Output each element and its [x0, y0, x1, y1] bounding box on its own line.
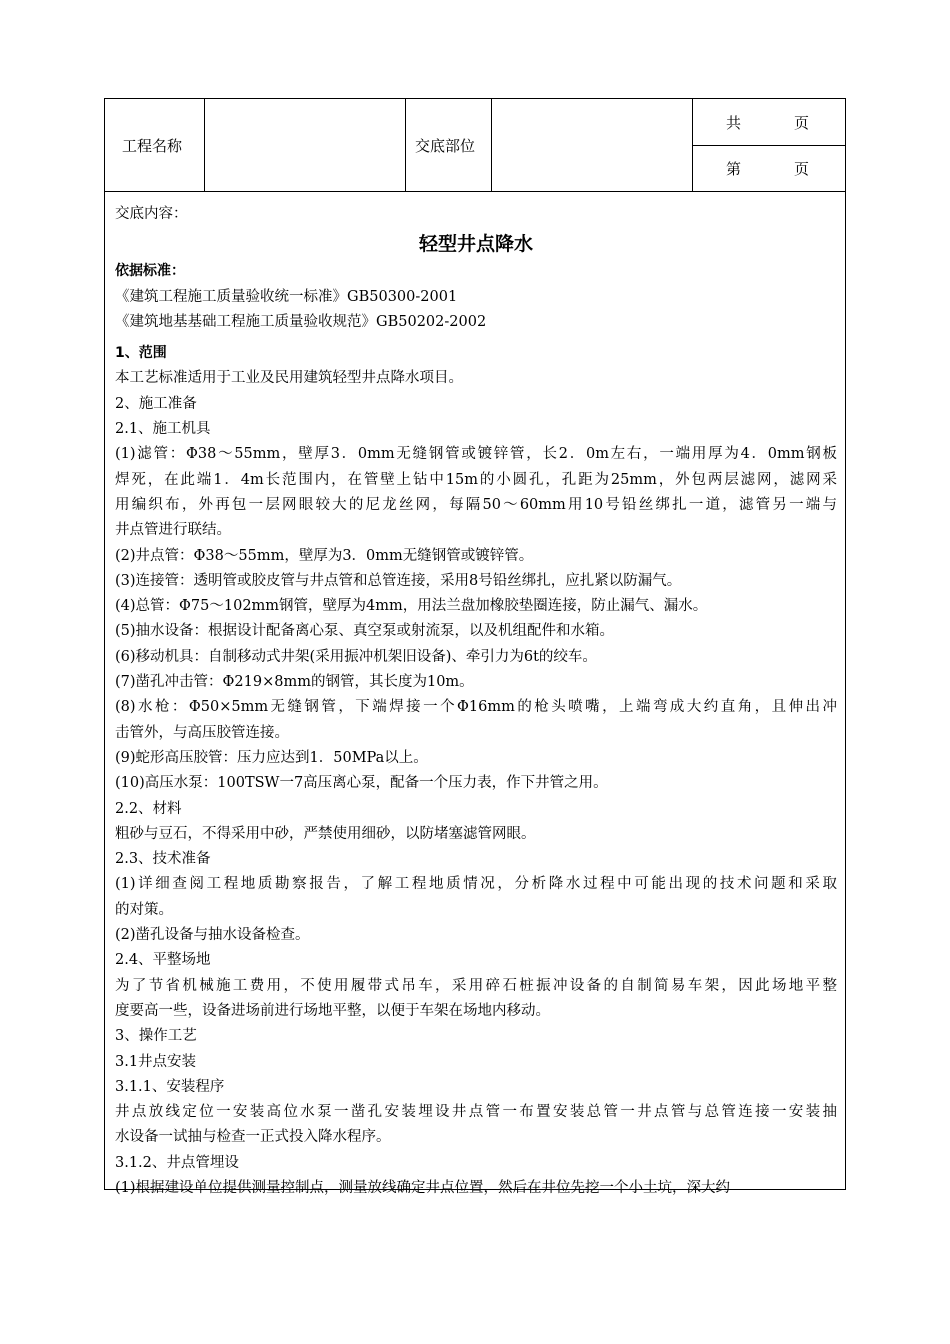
body-lines — [115, 366, 837, 1201]
body-line: 2、施工准备 — [115, 395, 197, 412]
body-line: (2)凿孔设备与抽水设备检查。 — [115, 927, 310, 944]
body-line: 用编织布，外再包一层网眼较大的尼龙丝网，每隔50～60mm用10号铅丝绑扎一道，滤管另一端与 — [115, 496, 837, 513]
body-line: 本工艺标准适用于工业及民用建筑轻型井点降水项目。 — [115, 370, 463, 387]
total-pages-label: 共 — [726, 114, 742, 132]
body-line: 击管外，与高压胶管连接。 — [115, 724, 289, 741]
body-line: 井点放线定位一安装高位水泵一凿孔安装埋设井点管一布置安装总管一井点管与总管连接一安装抽 — [115, 1104, 837, 1121]
body-line: 2.4、平整场地 — [115, 952, 211, 969]
body-line: (1)详细查阅工程地质勘察报告，了解工程地质情况，分析降水过程中可能出现的技术问题和采取 — [115, 876, 837, 893]
body-line: 焊死，在此端1．4m长范围内，在管壁上钻中15m的小圆孔，孔距为25mm，外包两层滤网，滤网采 — [115, 471, 837, 488]
body-line: 3.1井点安装 — [115, 1053, 197, 1070]
body-line: (1)根据建设单位提供测量控制点，测量放线确定井点位置，然后在井位先挖一个小土坑，深大约 — [115, 1179, 731, 1196]
body-line: (10)高压水泵：100TSW一7高压离心泵，配备一个压力表，作下井管之用。 — [115, 775, 608, 792]
body-line: 3.1.1、安装程序 — [115, 1078, 225, 1095]
body-line: (3)连接管：透明管或胶皮管与井点管和总管连接，采用8号铅丝绑扎，应扎紧以防漏气。 — [115, 572, 682, 589]
body-line: (5)抽水设备：根据设计配备离心泵、真空泵或射流泵，以及机组配件和水箱。 — [115, 623, 615, 640]
body-line: (2)井点管：Φ38～55mm，壁厚为3．0mm无缝钢管或镀锌管。 — [115, 547, 534, 564]
project-name-field[interactable] — [205, 99, 404, 191]
total-pages-unit: 页 — [794, 114, 810, 132]
body-line: 2.1、施工机具 — [115, 421, 211, 438]
basis-line: 《建筑地基基础工程施工质量验收规范》GB50202-2002 — [115, 313, 487, 330]
body-line: (9)蛇形高压胶管：压力应达到1．50MPa以上。 — [115, 749, 428, 766]
body-line: 井点管进行联结。 — [115, 522, 231, 539]
scope-heading: 1、范围 — [115, 345, 167, 362]
basis-heading: 依据标准： — [115, 263, 185, 280]
disclosure-form — [104, 98, 846, 1196]
location-label: 交底部位 — [415, 137, 476, 155]
location-field[interactable] — [492, 99, 691, 191]
body-line: 度要高一些，设备进场前进行场地平整，以便于车架在场地内移动。 — [115, 1002, 550, 1019]
disclosure-content — [115, 202, 837, 1201]
project-name-label: 工程名称 — [122, 137, 183, 155]
body-line: 为了节省机械施工费用，不使用履带式吊车，采用碎石桩振冲设备的自制简易车架，因此场地平整 — [115, 977, 837, 994]
divider — [692, 145, 845, 146]
document-title: 轻型井点降水 — [418, 233, 533, 256]
body-line: (8)水枪：Φ50×5mm无缝钢管，下端焊接一个Φ16mm的枪头喷嘴，上端弯成大约直角，且伸出冲 — [115, 699, 837, 716]
body-line: 3.1.2、井点管埋设 — [115, 1154, 239, 1171]
page-number-label: 第 — [726, 160, 742, 178]
body-line: (4)总管：Φ75～102mm钢管，壁厚为4mm，用法兰盘加橡胶垫圈连接，防止漏气、漏水。 — [115, 598, 708, 615]
page-number-unit: 页 — [794, 160, 810, 178]
form-header — [105, 99, 845, 192]
intro-label: 交底内容： — [115, 206, 188, 222]
basis-line: 《建筑工程施工质量验收统一标准》GB50300-2001 — [115, 288, 458, 305]
body-line: 2.2、材料 — [115, 800, 182, 817]
body-line: (7)凿孔冲击管：Φ219×8mm的钢管，其长度为10m。 — [115, 674, 474, 691]
body-line: 粗砂与豆石，不得采用中砂，严禁使用细砂，以防堵塞滤管网眼。 — [115, 825, 536, 842]
body-line: 2.3、技术准备 — [115, 851, 211, 868]
divider — [405, 99, 406, 192]
body-line: 3、操作工艺 — [115, 1028, 197, 1045]
body-line: (6)移动机具：自制移动式井架(采用振冲机架旧设备)、牵引力为6t的绞车。 — [115, 648, 597, 665]
body-line: (1)滤管：Φ38～55mm，壁厚3．0mm无缝钢管或镀锌管，长2．0m左右，一端用厚为4．0mm钢板 — [115, 446, 837, 463]
body-line: 的对策。 — [115, 901, 173, 918]
body-line: 水设备一试抽与检查一正式投入降水程序。 — [115, 1129, 391, 1146]
